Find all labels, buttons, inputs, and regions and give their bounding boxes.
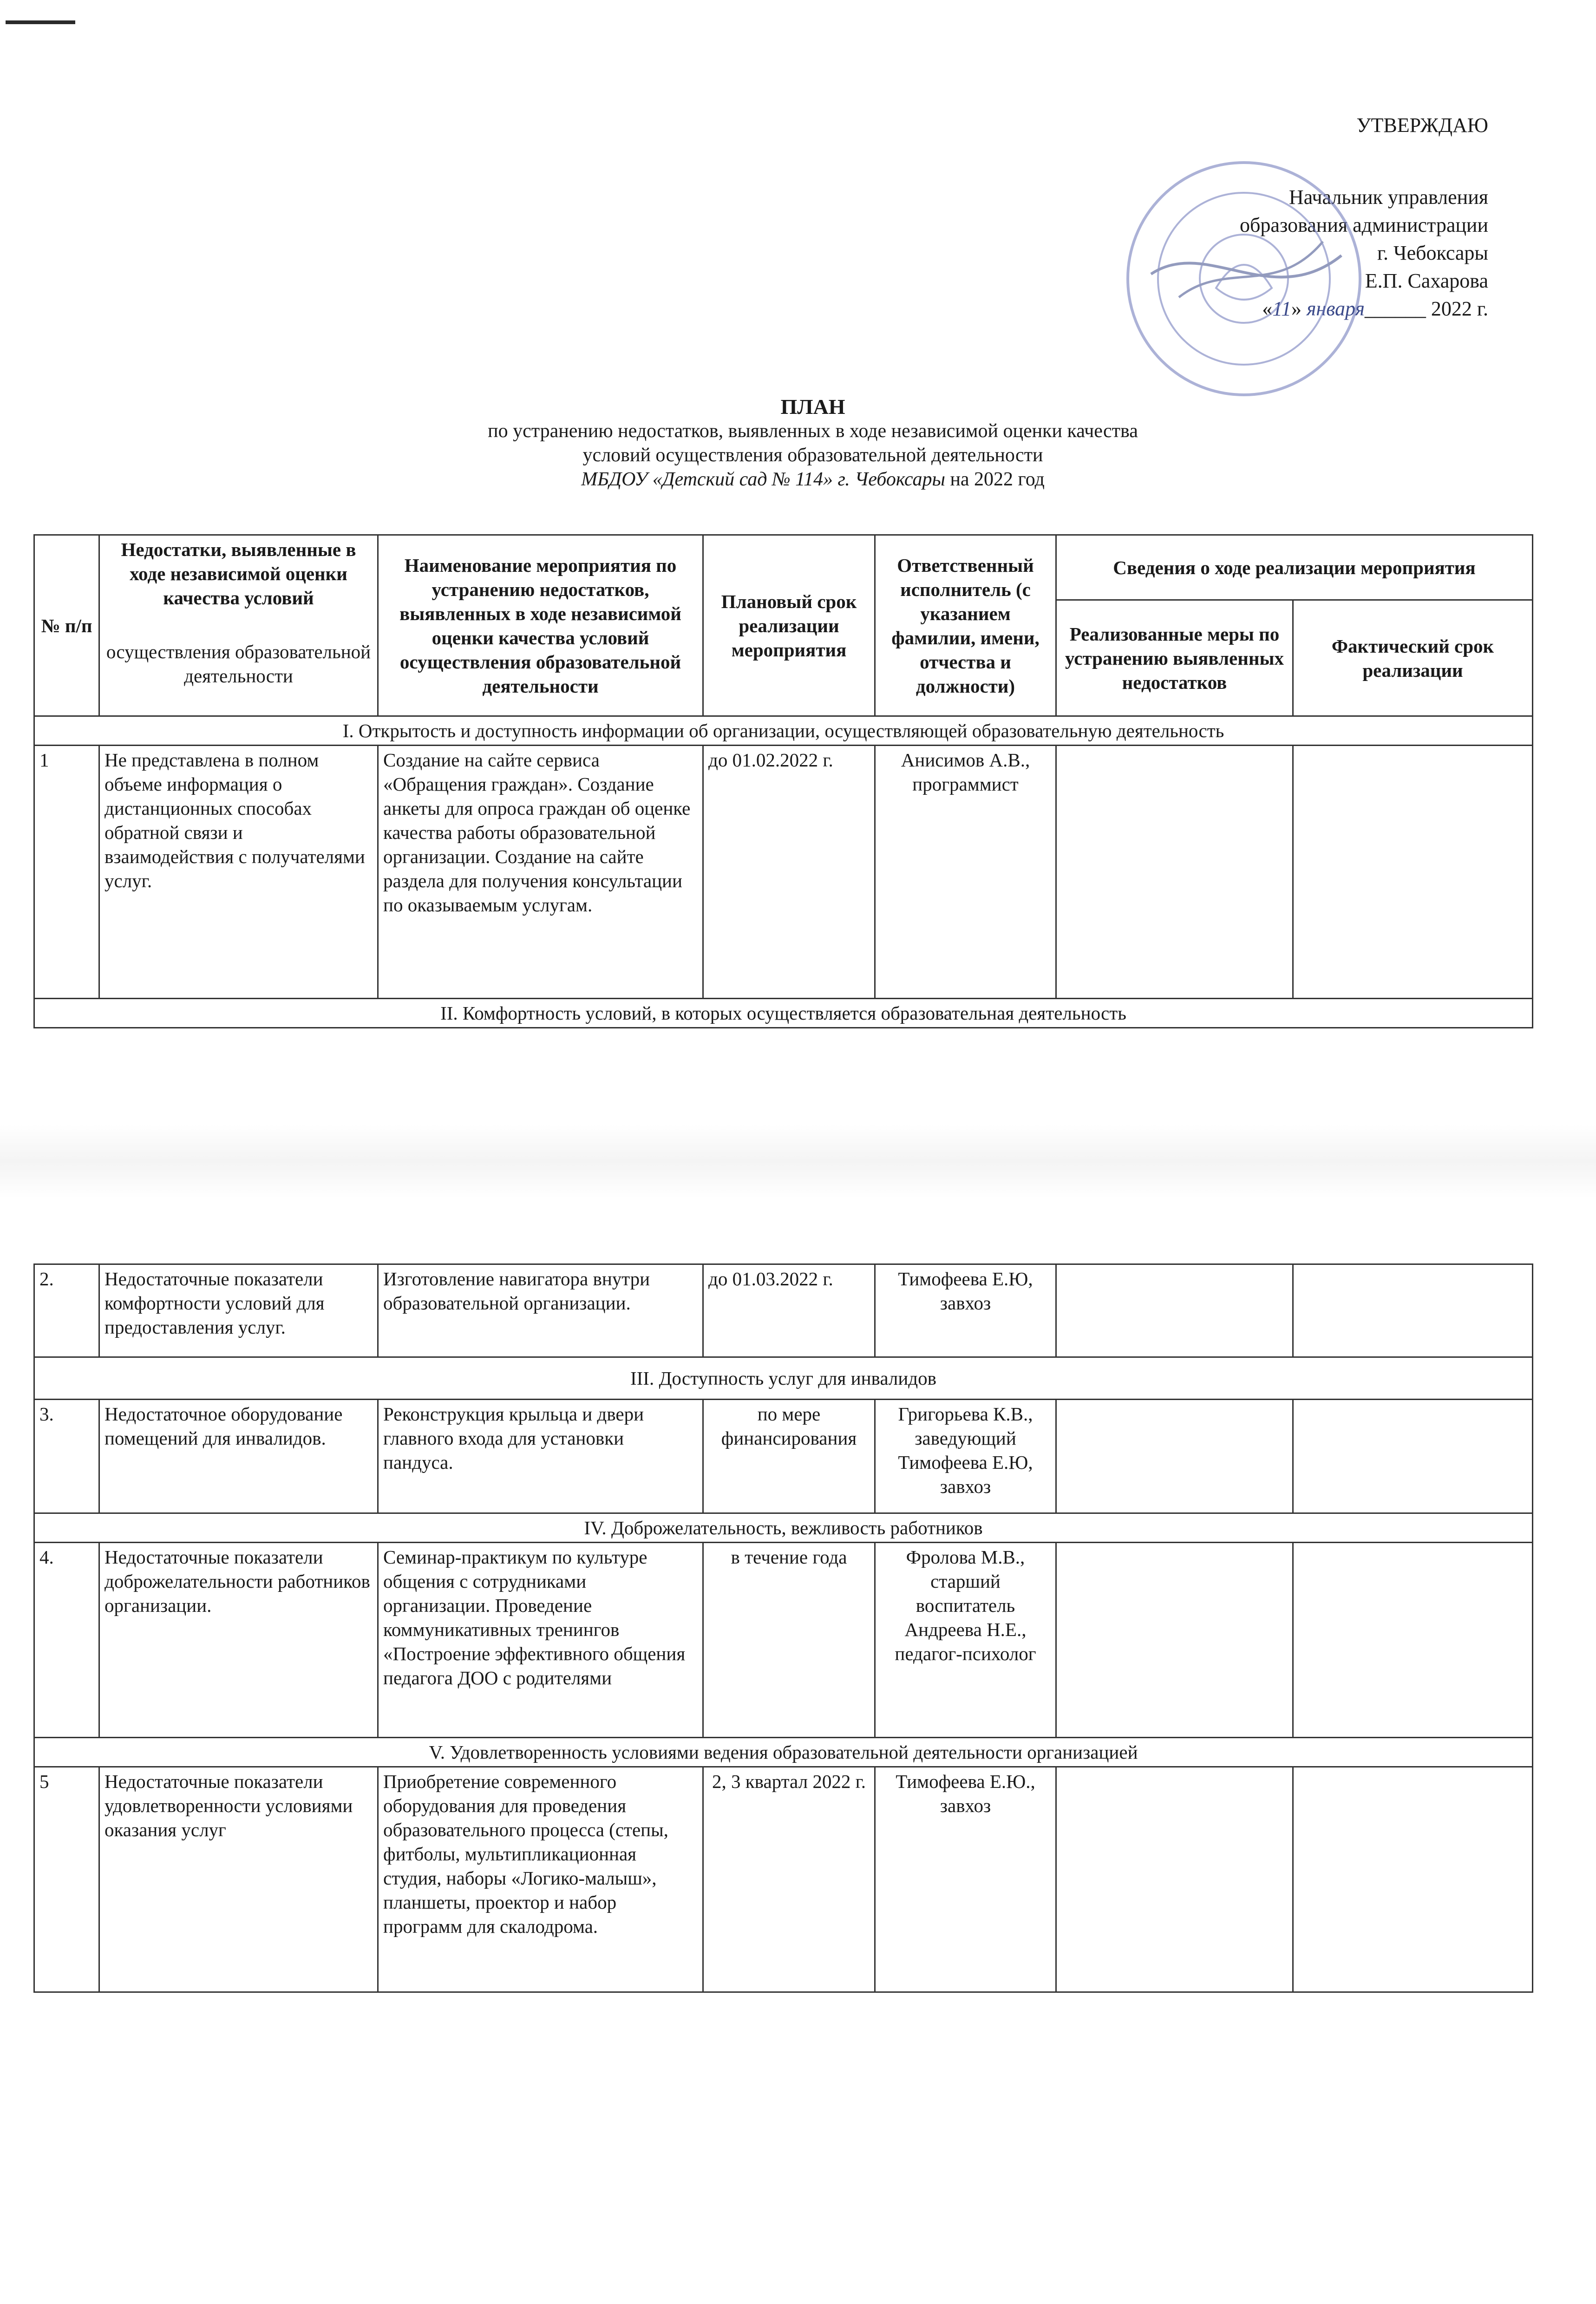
header-deficiency-part2: осуществления образовательной деятельности [106,641,371,687]
approval-position-line2: образования администрации [1240,214,1488,236]
plan-year: на 2022 год [950,469,1045,490]
row-5-deficiency: Недостаточные показатели удовлетворенности условиями оказания услуг [99,1767,378,1992]
table-row [34,1264,1533,1357]
plan-table-page2 [33,1263,1533,1993]
row-1-deadline: до 01.02.2022 г. [703,746,875,999]
document-subtitle-line2: условий осуществления образовательной деятельности [582,445,1043,466]
row-5-measure: Приобретение современного оборудования для проведения образовательного процесса (степы, фитболы, мультипликационная студия, наборы «Логико-малыш», планшеты, проектор и набор программ для скалодрома. [378,1767,703,1992]
section-4-title: IV. Доброжелательность, вежливость работников [34,1513,1533,1543]
header-num: № п/п [34,535,99,716]
row-4-responsible: Фролова М.В., старший воспитатель Андреева Н.Е., педагог-психолог [875,1543,1056,1738]
header-progress: Сведения о ходе реализации мероприятия [1056,535,1533,600]
row-1-actions-done [1056,746,1293,999]
approval-position-line1: Начальник управления [1289,186,1488,209]
row-5-responsible: Тимофеева Е.Ю., завхоз [875,1767,1056,1992]
approval-signer: Е.П. Сахарова [1365,269,1488,292]
header-actions-done: Реализованные меры по устранению выявленных недостатков [1056,600,1293,716]
scan-edge-mark [6,20,75,24]
approval-heading: УТВЕРЖДАЮ [1356,114,1488,137]
row-3-deadline: по мере финансирования [703,1400,875,1513]
row-3-deficiency: Недостаточное оборудование помещений для инвалидов. [99,1400,378,1513]
row-5-actions-done [1056,1767,1293,1992]
table-row [34,746,1533,999]
approval-date-year: 2022 г. [1431,297,1488,320]
section-2-title: II. Комфортность условий, в которых осуществляется образовательная деятельность [34,999,1533,1028]
header-measure: Наименование мероприятия по устранению недостатков, выявленных в ходе независимой оценки качества условий осуществления образовательной деятельности [378,535,703,716]
row-2-deadline: до 01.03.2022 г. [703,1264,875,1357]
section-3-title: III. Доступность услуг для инвалидов [34,1357,1533,1400]
approval-date: «11» января______ 2022 г. [1262,297,1488,320]
row-1-deficiency: Не представлена в полном объеме информация о дистанционных способах обратной связи и взаимодействия с получателями услуг. [99,746,378,999]
official-seal-stamp [1123,158,1365,399]
row-1-responsible: Анисимов А.В., программист [875,746,1056,999]
header-responsible: Ответственный исполнитель (с указанием фамилии, имени, отчества и должности) [875,535,1056,716]
row-5-num: 5 [34,1767,99,1992]
table-row [34,1543,1533,1738]
row-3-responsible: Григорьева К.В., заведующий Тимофеева Е.Ю, завхоз [875,1400,1056,1513]
plan-table-page1 [33,534,1533,1028]
row-1-actual-date [1293,746,1533,999]
approval-date-month: января [1306,297,1365,320]
document-title: ПЛАН [780,395,845,419]
row-3-measure: Реконструкция крыльца и двери главного входа для установки пандуса. [378,1400,703,1513]
row-2-responsible: Тимофеева Е.Ю, завхоз [875,1264,1056,1357]
page-break [0,1124,1596,1198]
section-5-title: V. Удовлетворенность условиями ведения образовательной деятельности организацией [34,1738,1533,1767]
header-deadline: Плановый срок реализации мероприятия [703,535,875,716]
row-4-actual-date [1293,1543,1533,1738]
row-4-deficiency: Недостаточные показатели доброжелательности работников организации. [99,1543,378,1738]
row-4-measure: Семинар-практикум по культуре общения с сотрудниками организации. Проведение коммуникативных тренингов «Построение эффективного общения педагога ДОО с родителями [378,1543,703,1738]
organization-name: МБДОУ «Детский сад № 114» г. Чебоксары [581,469,945,490]
row-5-deadline: 2, 3 квартал 2022 г. [703,1767,875,1992]
row-2-deficiency: Недостаточные показатели комфортности условий для предоставления услуг. [99,1264,378,1357]
row-2-actions-done [1056,1264,1293,1357]
row-4-num: 4. [34,1543,99,1738]
approval-date-day: 11 [1272,297,1291,320]
row-2-num: 2. [34,1264,99,1357]
row-3-actions-done [1056,1400,1293,1513]
document-subtitle-line1: по устранению недостатков, выявленных в ходе независимой оценки качества [488,420,1138,442]
table-row [34,1767,1533,1992]
header-deficiency [99,535,378,716]
header-deficiency-part1: Недостатки, выявленные в ходе независимой оценки качества условий [121,539,356,609]
row-2-actual-date [1293,1264,1533,1357]
section-1-title: I. Открытость и доступность информации об организации, осуществляющей образовательную деятельность [34,716,1533,746]
row-5-actual-date [1293,1767,1533,1992]
row-1-num: 1 [34,746,99,999]
row-2-measure: Изготовление навигатора внутри образовательной организации. [378,1264,703,1357]
table-row [34,1400,1533,1513]
row-1-measure: Создание на сайте сервиса «Обращения граждан». Создание анкеты для опроса граждан об оценке качества работы образовательной организации. Создание на сайте раздела для получения консультации по оказываемым услугам. [378,746,703,999]
document-title-block [279,395,1347,491]
header-actual-date: Фактический срок реализации [1293,600,1533,716]
row-3-actual-date [1293,1400,1533,1513]
approval-position-line3: г. Чебоксары [1377,242,1488,264]
row-4-actions-done [1056,1543,1293,1738]
row-4-deadline: в течение года [703,1543,875,1738]
row-3-num: 3. [34,1400,99,1513]
document-subtitle-line3 [279,467,1347,491]
